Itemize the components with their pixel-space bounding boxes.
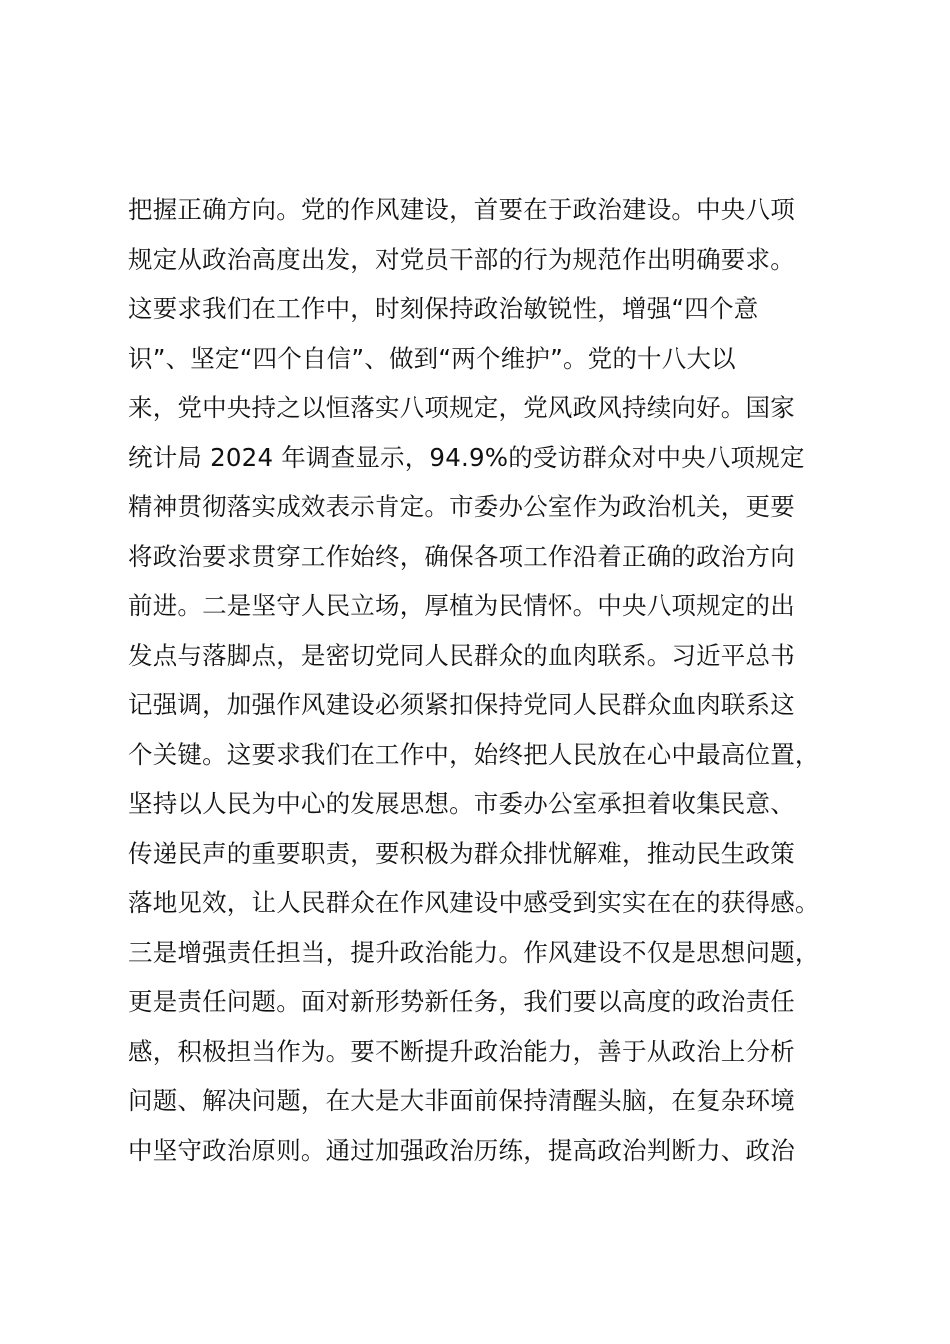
text-line: 识”、坚定“四个自信”、做到“两个维护”。党的十八大以 xyxy=(128,343,736,373)
text-line: 发点与落脚点，是密切党同人民群众的血肉联系。习近平总书 xyxy=(128,640,795,670)
body-paragraph xyxy=(128,185,848,1175)
text-line: 落地见效，让人民群众在作风建设中感受到实实在在的获得感。 xyxy=(128,888,820,917)
text-line: 这要求我们在工作中，时刻保持政治敏锐性，增强“四个意 xyxy=(128,294,759,323)
text-line: 坚持以人民为中心的发展思想。市委办公室承担着收集民意、 xyxy=(128,789,795,818)
text-line: 问题、解决问题，在大是大非面前保持清醒头脑，在复杂环境 xyxy=(128,1086,795,1115)
text-line: 中坚守政治原则。通过加强政治历练，提高政治判断力、政治 xyxy=(128,1135,795,1165)
text-line: 规定从政治高度出发，对党员干部的行为规范作出明确要求。 xyxy=(128,244,795,274)
text-line: 个关键。这要求我们在工作中，始终把人民放在心中最高位置， xyxy=(128,739,820,769)
text-line: 感，积极担当作为。要不断提升政治能力，善于从政治上分析 xyxy=(128,1036,795,1066)
text-line: 来，党中央持之以恒落实八项规定，党风政风持续向好。国家 xyxy=(128,393,795,422)
text-line: 精神贯彻落实成效表示肯定。市委办公室作为政治机关，更要 xyxy=(128,492,795,521)
text-line: 统计局 2024 年调查显示，94.9%的受访群众对中央八项规定 xyxy=(128,442,805,472)
text-line: 三是增强责任担当，提升政治能力。作风建设不仅是思想问题， xyxy=(128,937,820,967)
text-line: 传递民声的重要职责，要积极为群众排忧解难，推动民生政策 xyxy=(128,838,795,868)
text-line: 将政治要求贯穿工作始终，确保各项工作沿着正确的政治方向 xyxy=(128,541,795,571)
text-line: 前进。二是坚守人民立场，厚植为民情怀。中央八项规定的出 xyxy=(128,591,795,620)
text-line: 记强调，加强作风建设必须紧扣保持党同人民群众血肉联系这 xyxy=(128,690,795,719)
text-line: 把握正确方向。党的作风建设，首要在于政治建设。中央八项 xyxy=(128,195,795,224)
text-line: 更是责任问题。面对新形势新任务，我们要以高度的政治责任 xyxy=(128,987,795,1016)
